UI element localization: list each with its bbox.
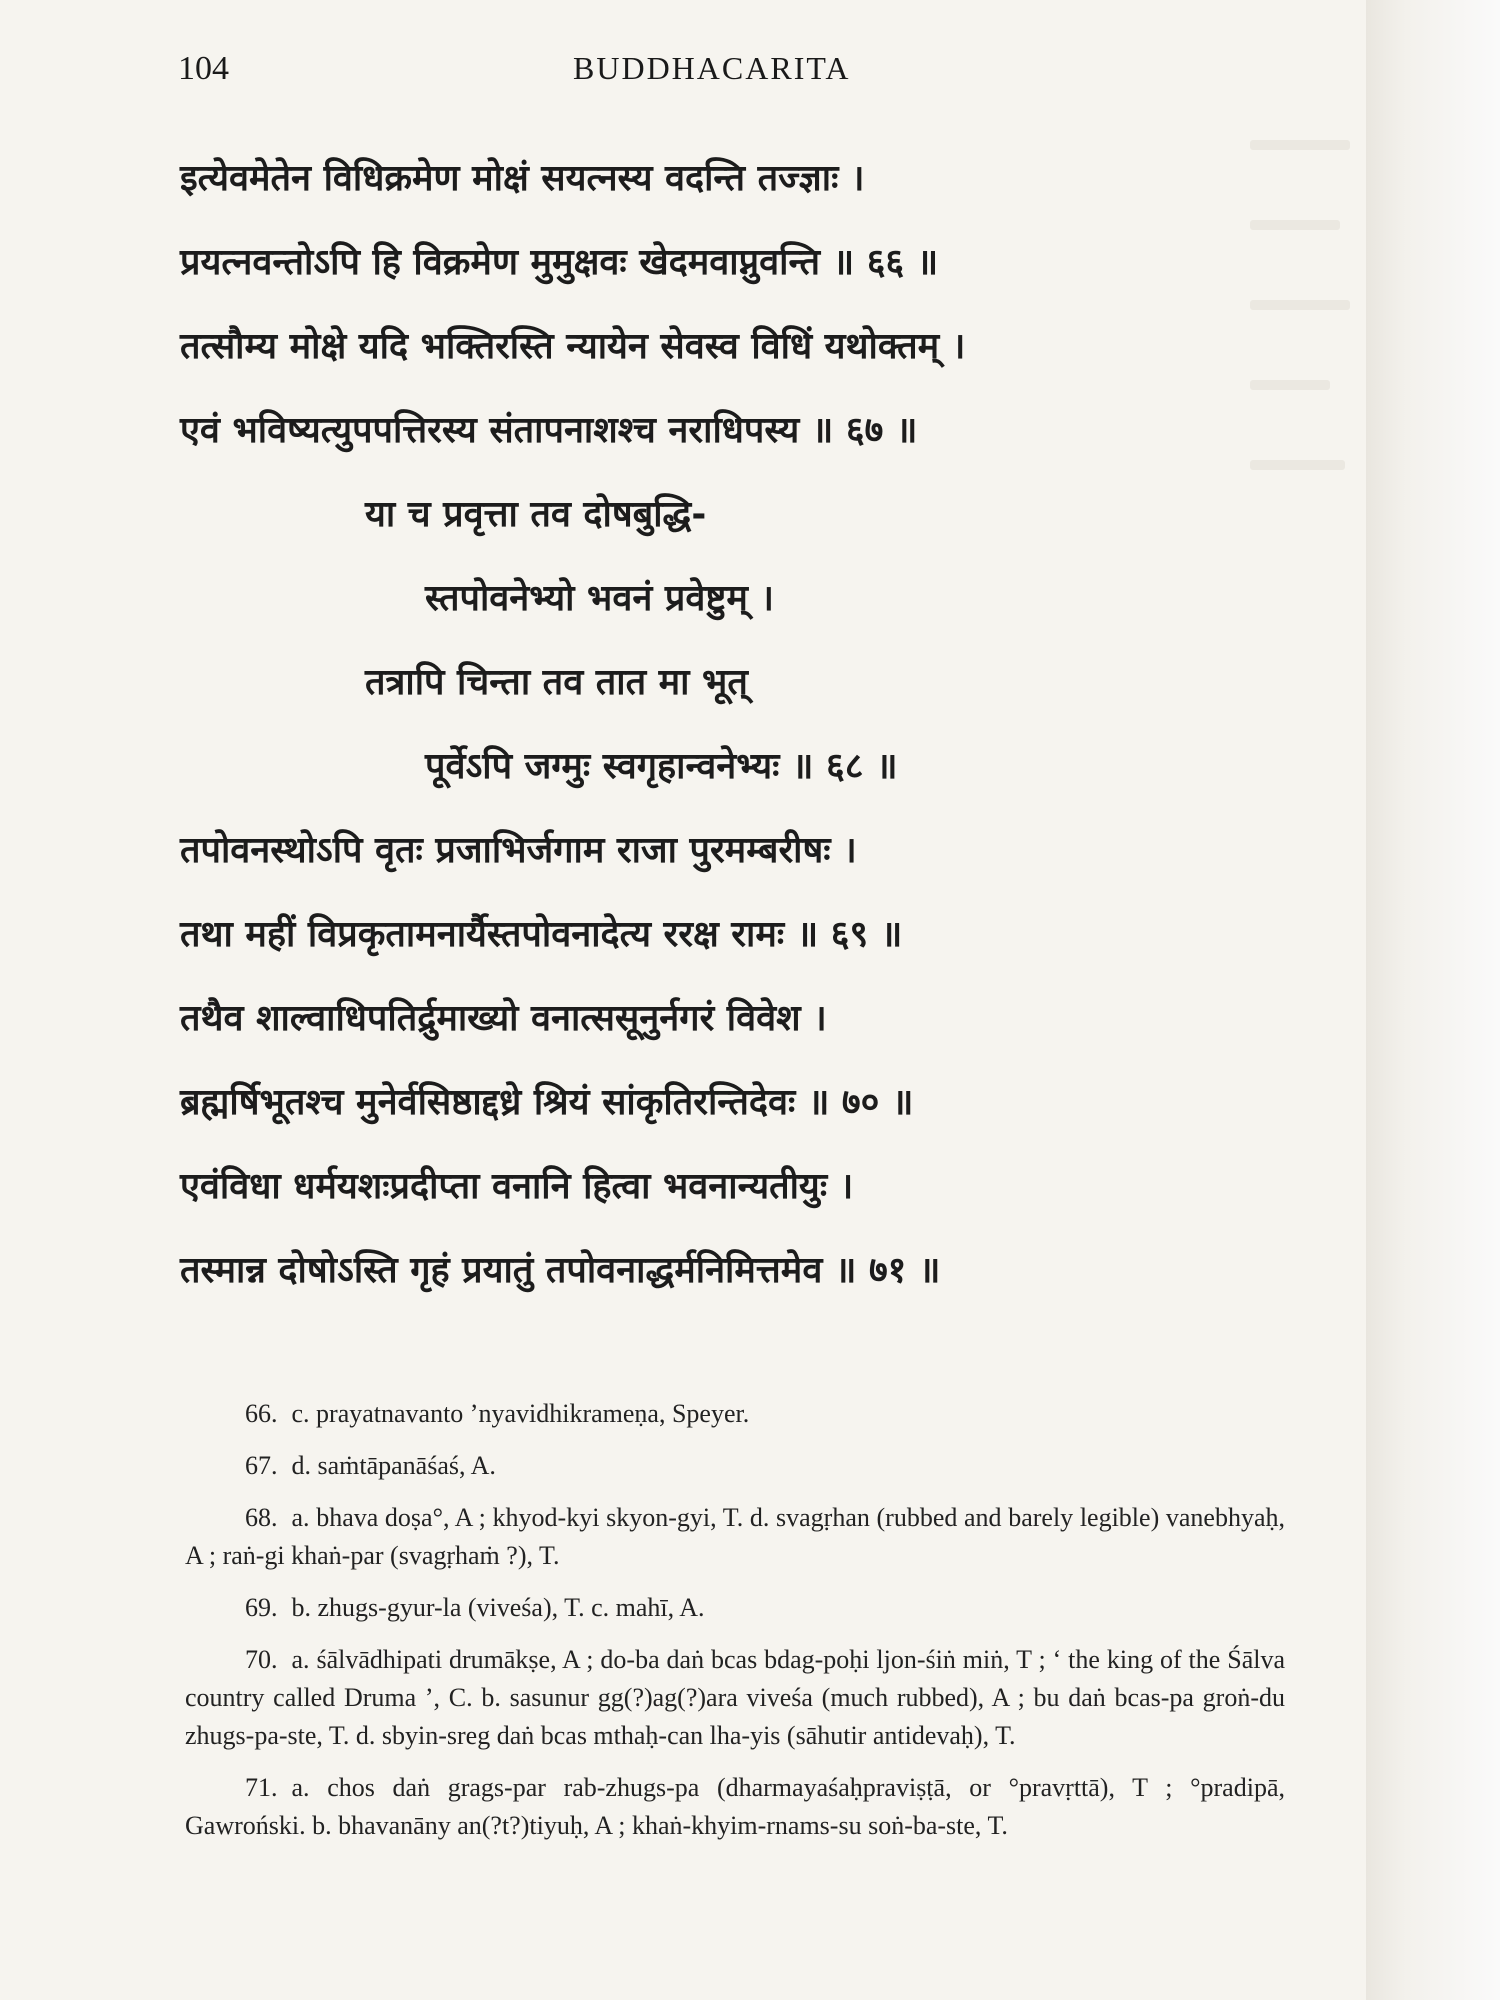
note-70 <box>185 1641 1285 1755</box>
verse-line: तत्सौम्य मोक्षे यदि भक्तिरस्ति न्यायेन सेवस्व विधिं यथोक्तम् । <box>180 326 966 367</box>
facing-page-bleed <box>1250 300 1350 310</box>
verse-line: ब्रह्मर्षिभूतश्च मुनेर्वसिष्ठाद्दध्रे श्रियं सांकृतिरन्तिदेवः ॥ ७० ॥ <box>180 1082 914 1123</box>
facing-page-bleed <box>1250 220 1340 230</box>
critical-notes <box>185 1395 1285 1859</box>
verse-line: तथैव शाल्वाधिपतिर्द्रुमाख्यो वनात्ससूनुर्नगरं विवेश । <box>180 998 827 1039</box>
verse-line: एवं भविष्यत्युपपत्तिरस्य संतापनाशश्च नराधिपस्य ॥ ६७ ॥ <box>180 410 918 451</box>
verse-line: तथा महीं विप्रकृतामनार्यैस्तपोवनादेत्य ररक्ष रामः ॥ ६९ ॥ <box>180 914 903 955</box>
note-text: a. śālvādhipati drumākṣe, A ; do-ba daṅ bcas bdag-poḥi ljon-śiṅ miṅ, T ; ‘ the king of the Śālva country called Druma ’, C. b. sasunur gg(?)ag(?)ara viveśa (much rubbed), A ; bu daṅ bcas-pa groṅ-du zhugs-pa-ste, T. d. sbyin-sreg daṅ bcas mthaḥ-can lha-yis (sāhutir antidevaḥ), T. <box>185 1645 1285 1750</box>
note-text: a. bhava doṣa°, A ; khyod-kyi skyon-gyi, T. d. svagṛhan (rubbed and barely legible) vanebhyaḥ, A ; raṅ-gi khaṅ-par (svagṛhaṁ ?), T. <box>185 1503 1285 1570</box>
verse-line: तत्रापि चिन्ता तव तात मा भूत् <box>365 662 748 703</box>
note-number: 71. <box>245 1773 278 1802</box>
facing-page-bleed <box>1250 140 1350 150</box>
note-66 <box>185 1395 1285 1433</box>
note-number: 66. <box>245 1399 278 1428</box>
verse-line: स्तपोवनेभ्यो भवनं प्रवेष्टुम् । <box>425 578 775 619</box>
note-number: 70. <box>245 1645 278 1674</box>
note-text: a. chos daṅ grags-par rab-zhugs-pa (dharmayaśaḥpraviṣṭā, or °pravṛttā), T ; °pradipā, Gawroński. b. bhavanāny an(?t?)tiyuḥ, A ; khaṅ-khyim-rnams-su soṅ-ba-ste, T. <box>185 1773 1285 1840</box>
verse-line: इत्येवमेतेन विधिक्रमेण मोक्षं सयत्नस्य वदन्ति तज्ज्ञाः । <box>180 158 865 199</box>
note-text: d. saṁtāpanāśaś, A. <box>291 1451 496 1480</box>
running-title: BUDDHACARITA <box>573 50 851 86</box>
note-text: b. zhugs-gyur-la (viveśa), T. c. mahī, A. <box>291 1593 705 1622</box>
note-67 <box>185 1447 1285 1485</box>
verse-line: या च प्रवृत्ता तव दोषबुद्धि- <box>365 494 707 535</box>
note-number: 67. <box>245 1451 278 1480</box>
verse-line: तपोवनस्थोऽपि वृतः प्रजाभिर्जगाम राजा पुरमम्बरीषः । <box>180 830 857 871</box>
note-number: 68. <box>245 1503 278 1532</box>
note-text: c. prayatnavanto ’nyavidhikrameṇa, Speyer. <box>291 1399 750 1428</box>
verse-line: पूर्वेऽपि जग्मुः स्वगृहान्वनेभ्यः ॥ ६८ ॥ <box>425 746 898 787</box>
note-68 <box>185 1499 1285 1575</box>
page-header <box>178 50 918 100</box>
page-number: 104 <box>178 50 229 87</box>
facing-page-bleed <box>1250 380 1330 390</box>
verse-line: तस्मान्न दोषोऽस्ति गृहं प्रयातुं तपोवनाद्धर्मनिमित्तमेव ॥ ७१ ॥ <box>180 1250 941 1291</box>
verse-line: प्रयत्नवन्तोऽपि हि विक्रमेण मुमुक्षवः खेदमवाप्नुवन्ति ॥ ६६ ॥ <box>180 242 939 283</box>
facing-page-bleed <box>1250 460 1345 470</box>
note-number: 69. <box>245 1593 278 1622</box>
note-69 <box>185 1589 1285 1627</box>
verse-line: एवंविधा धर्मयशःप्रदीप्ता वनानि हित्वा भवनान्यतीयुः । <box>180 1166 854 1207</box>
facing-page-edge <box>1366 0 1500 2000</box>
note-71 <box>185 1769 1285 1845</box>
